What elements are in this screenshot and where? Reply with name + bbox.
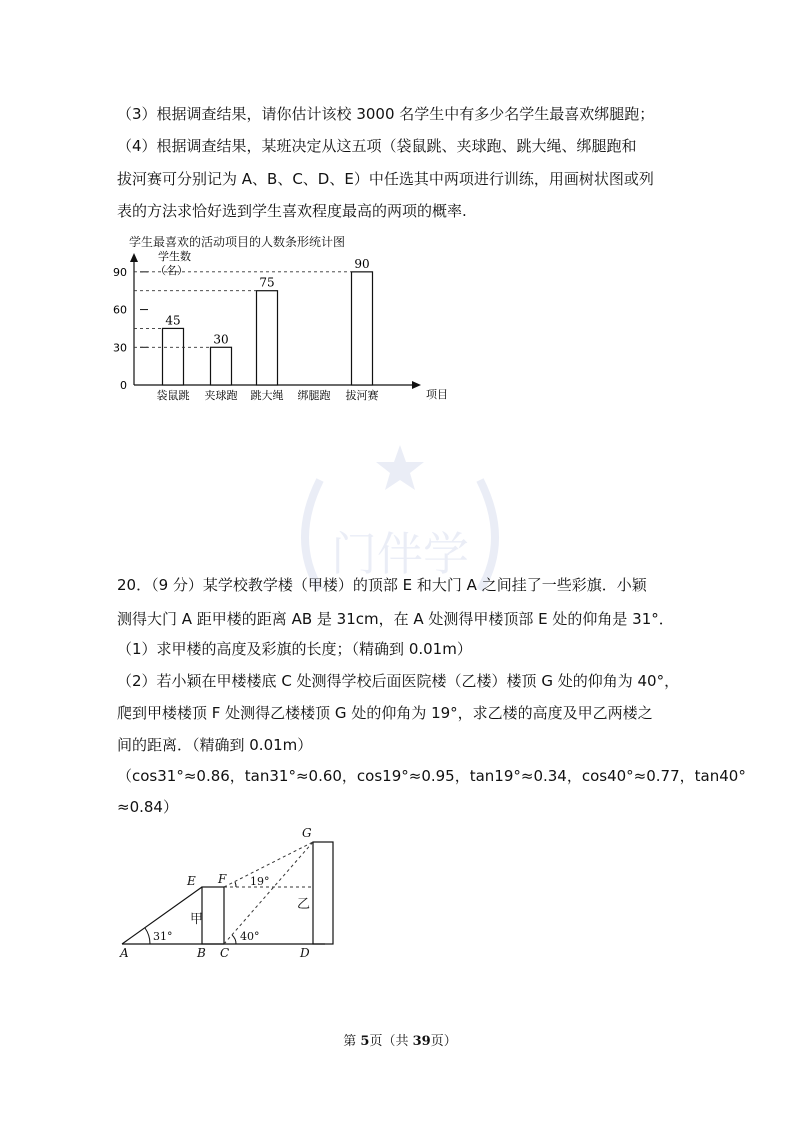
footer-page-number: 5 <box>360 1034 370 1049</box>
problem20-line5: 爬到甲楼楼顶 F 处测得乙楼楼顶 G 处的仰角为 19°，求乙楼的高度及甲乙两楼之 <box>117 704 653 722</box>
label-a: A <box>120 946 129 960</box>
question-3: （3）根据调查结果，请你估计该校 3000 名学生中有多少名学生最喜欢绑腿跑； <box>117 105 655 123</box>
y-axis-label-line1: 学生数 <box>158 250 191 263</box>
problem20-line3: （1）求甲楼的高度及彩旗的长度；（精确到 0.01m） <box>117 640 472 658</box>
angle-label-31: 31° <box>153 930 173 943</box>
label-c: C <box>220 946 230 960</box>
problem20-line8: ≈0.84） <box>117 798 178 816</box>
angle-label-19: 19° <box>250 875 270 888</box>
question-4-line3: 表的方法求恰好选到学生喜欢程度最高的两项的概率. <box>117 202 467 220</box>
angle-label-40: 40° <box>240 930 260 943</box>
problem20-line2: 测得大门 A 距甲楼的距离 AB 是 31cm，在 A 处测得甲楼顶部 E 处的仰角是 31°． <box>117 610 674 628</box>
question-4-line2: 拔河赛可分别记为 A、B、C、D、E）中任选其中两项进行训练，用画树状图或列 <box>117 170 654 188</box>
angle-arc-19 <box>235 882 236 887</box>
bar <box>163 328 184 385</box>
building-yi-label: 乙 <box>297 897 311 912</box>
bar-data-label: 45 <box>165 313 181 328</box>
y-tick-label: 0 <box>120 379 127 392</box>
bar-data-label: 75 <box>259 275 275 290</box>
chart-title: 学生最喜欢的活动项目的人数条形统计图 <box>129 235 346 249</box>
label-g: G <box>302 826 312 840</box>
watermark-star-icon <box>376 445 424 490</box>
bar <box>211 347 232 385</box>
y-tick-label: 30 <box>113 341 127 355</box>
problem20-line6: 间的距离．（精确到 0.01m） <box>117 736 313 754</box>
bar-data-label: 90 <box>354 256 370 271</box>
label-e: E <box>187 874 196 888</box>
y-axis-arrow-icon <box>130 253 138 262</box>
watermark-text: 门伴学 <box>331 527 469 581</box>
bar-chart <box>110 248 450 408</box>
building-yi <box>313 842 333 944</box>
building-jia-label: 甲 <box>190 912 204 927</box>
problem20-line7: （cos31°≈0.86，tan31°≈0.60，cos19°≈0.95，tan19°≈0.34，cos40°≈0.77，tan40° <box>117 767 746 785</box>
bar <box>257 291 278 385</box>
sight-line-cg <box>224 842 313 944</box>
footer-prefix: 第 <box>343 1034 361 1049</box>
label-d: D <box>300 946 310 960</box>
footer-suffix: 页） <box>430 1034 457 1049</box>
y-tick-label: 90 <box>113 265 127 279</box>
geometry-figure <box>110 815 370 965</box>
x-category-label: 袋鼠跳 <box>156 389 190 402</box>
x-category-label: 拔河赛 <box>345 389 379 402</box>
y-tick-label: 60 <box>113 303 127 317</box>
x-category-label: 夹球跑 <box>204 389 238 402</box>
angle-arc-40 <box>232 935 236 944</box>
x-axis-arrow-icon <box>412 381 421 389</box>
footer-total-pages: 39 <box>412 1034 431 1049</box>
footer-middle: 页（共 <box>369 1034 413 1049</box>
problem20-line1: 20．（9 分）某学校教学楼（甲楼）的顶部 E 和大门 A 之间挂了一些彩旗．小颖 <box>117 576 647 594</box>
problem20-line4: （2）若小颖在甲楼楼底 C 处测得学校后面医院楼（乙楼）楼顶 G 处的仰角为 40°， <box>117 672 680 690</box>
question-4-line1: （4）根据调查结果，某班决定从这五项（袋鼠跳、夹球跑、跳大绳、绑腿跑和 <box>117 137 637 155</box>
bar <box>352 272 373 385</box>
x-category-label: 跳大绳 <box>250 389 284 402</box>
building-jia <box>202 887 224 944</box>
angle-arc-31 <box>145 928 150 944</box>
label-b: B <box>197 946 206 960</box>
label-f: F <box>218 872 227 886</box>
bar-data-label: 30 <box>213 332 229 347</box>
y-axis-label-line2: （名） <box>155 264 188 277</box>
x-category-label: 绑腿跑 <box>297 389 331 402</box>
x-axis-label: 项目 <box>426 388 448 401</box>
page-footer <box>0 1030 800 1049</box>
